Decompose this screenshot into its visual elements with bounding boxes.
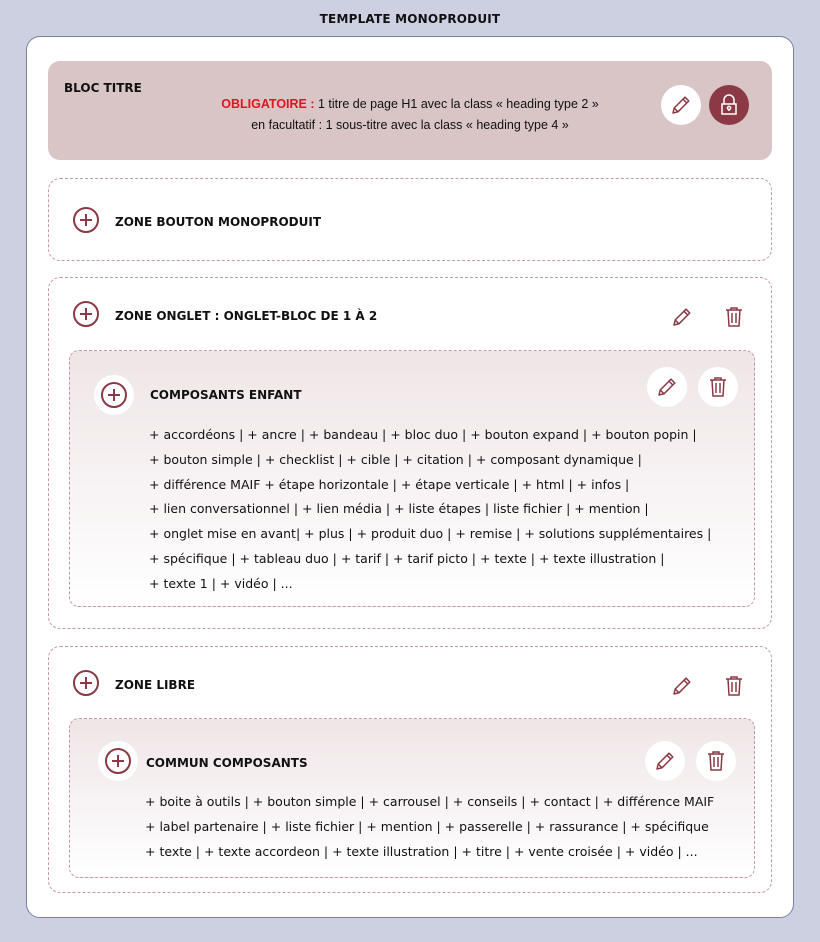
pencil-icon bbox=[655, 375, 679, 399]
plus-icon bbox=[79, 307, 93, 321]
trash-icon bbox=[722, 674, 746, 698]
delete-button[interactable] bbox=[721, 673, 747, 699]
lock-button[interactable] bbox=[709, 85, 749, 125]
lock-icon bbox=[716, 92, 742, 118]
optional-text: en facultatif : 1 sous-titre avec la class « heading type 4 » bbox=[251, 118, 569, 132]
plus-icon bbox=[79, 213, 93, 227]
component-line: + différence MAIF + étape horizontale | + étape verticale | + html | + infos | bbox=[149, 476, 630, 492]
delete-button[interactable] bbox=[698, 367, 738, 407]
delete-button[interactable] bbox=[696, 741, 736, 781]
edit-button[interactable] bbox=[645, 741, 685, 781]
add-button[interactable] bbox=[94, 375, 134, 415]
zone-label: ZONE BOUTON MONOPRODUIT bbox=[115, 215, 321, 229]
component-line: + lien conversationnel | + lien média | + liste étapes | liste fichier | + mention | bbox=[149, 501, 649, 517]
plus-icon bbox=[101, 382, 127, 408]
pencil-icon bbox=[653, 749, 677, 773]
component-line: + texte 1 | + vidéo | ... bbox=[149, 575, 293, 591]
component-list bbox=[149, 423, 711, 597]
add-button[interactable] bbox=[98, 741, 138, 781]
zone-label: ZONE ONGLET : ONGLET-BLOC DE 1 À 2 bbox=[115, 309, 378, 323]
pencil-icon bbox=[670, 674, 694, 698]
add-button[interactable] bbox=[73, 207, 99, 233]
section-label: COMMUN COMPOSANTS bbox=[146, 756, 308, 770]
component-list bbox=[145, 790, 714, 864]
add-button[interactable] bbox=[73, 670, 99, 696]
component-line: + label partenaire | + liste fichier | + mention | + passerelle | + rassurance | + spécifique bbox=[145, 818, 709, 834]
trash-icon bbox=[722, 305, 746, 329]
component-line: + onglet mise en avant| + plus | + produit duo | + remise | + solutions supplémentaires | bbox=[149, 526, 712, 542]
bloc-titre-label: BLOC TITRE bbox=[64, 81, 142, 95]
pencil-icon bbox=[670, 305, 694, 329]
zone-label: ZONE LIBRE bbox=[115, 678, 196, 692]
delete-button[interactable] bbox=[721, 304, 747, 330]
component-line: + texte | + texte accordeon | + texte illustration | + titre | + vente croisée | + vidéo | ... bbox=[145, 843, 698, 859]
component-line: + boite à outils | + bouton simple | + carrousel | + conseils | + contact | + différence MAIF bbox=[145, 794, 715, 809]
edit-button[interactable] bbox=[647, 367, 687, 407]
bloc-titre bbox=[48, 61, 772, 160]
component-line: + bouton simple | + checklist | + cible | + citation | + composant dynamique | bbox=[149, 451, 642, 467]
edit-button[interactable] bbox=[669, 673, 695, 699]
commun-composants bbox=[69, 718, 755, 878]
trash-icon bbox=[706, 375, 730, 399]
section-label: COMPOSANTS ENFANT bbox=[150, 388, 302, 402]
plus-icon bbox=[105, 748, 131, 774]
trash-icon bbox=[704, 749, 728, 773]
zone-libre bbox=[48, 646, 772, 893]
page-title: TEMPLATE MONOPRODUIT bbox=[319, 12, 501, 26]
required-label: OBLIGATOIRE : bbox=[221, 97, 315, 111]
zone-bouton-monoproduit bbox=[48, 178, 772, 261]
component-line: + accordéons | + ancre | + bandeau | + bloc duo | + bouton expand | + bouton popin | bbox=[149, 427, 697, 442]
edit-button[interactable] bbox=[669, 304, 695, 330]
composants-enfant bbox=[69, 350, 755, 607]
zone-onglet bbox=[48, 277, 772, 629]
add-button[interactable] bbox=[73, 301, 99, 327]
plus-icon bbox=[79, 676, 93, 690]
pencil-icon bbox=[668, 92, 694, 118]
component-line: + spécifique | + tableau duo | + tarif | + tarif picto | + texte | + texte illustration | bbox=[149, 550, 665, 566]
required-text: 1 titre de page H1 avec la class « heading type 2 » bbox=[314, 97, 599, 111]
edit-button[interactable] bbox=[661, 85, 701, 125]
